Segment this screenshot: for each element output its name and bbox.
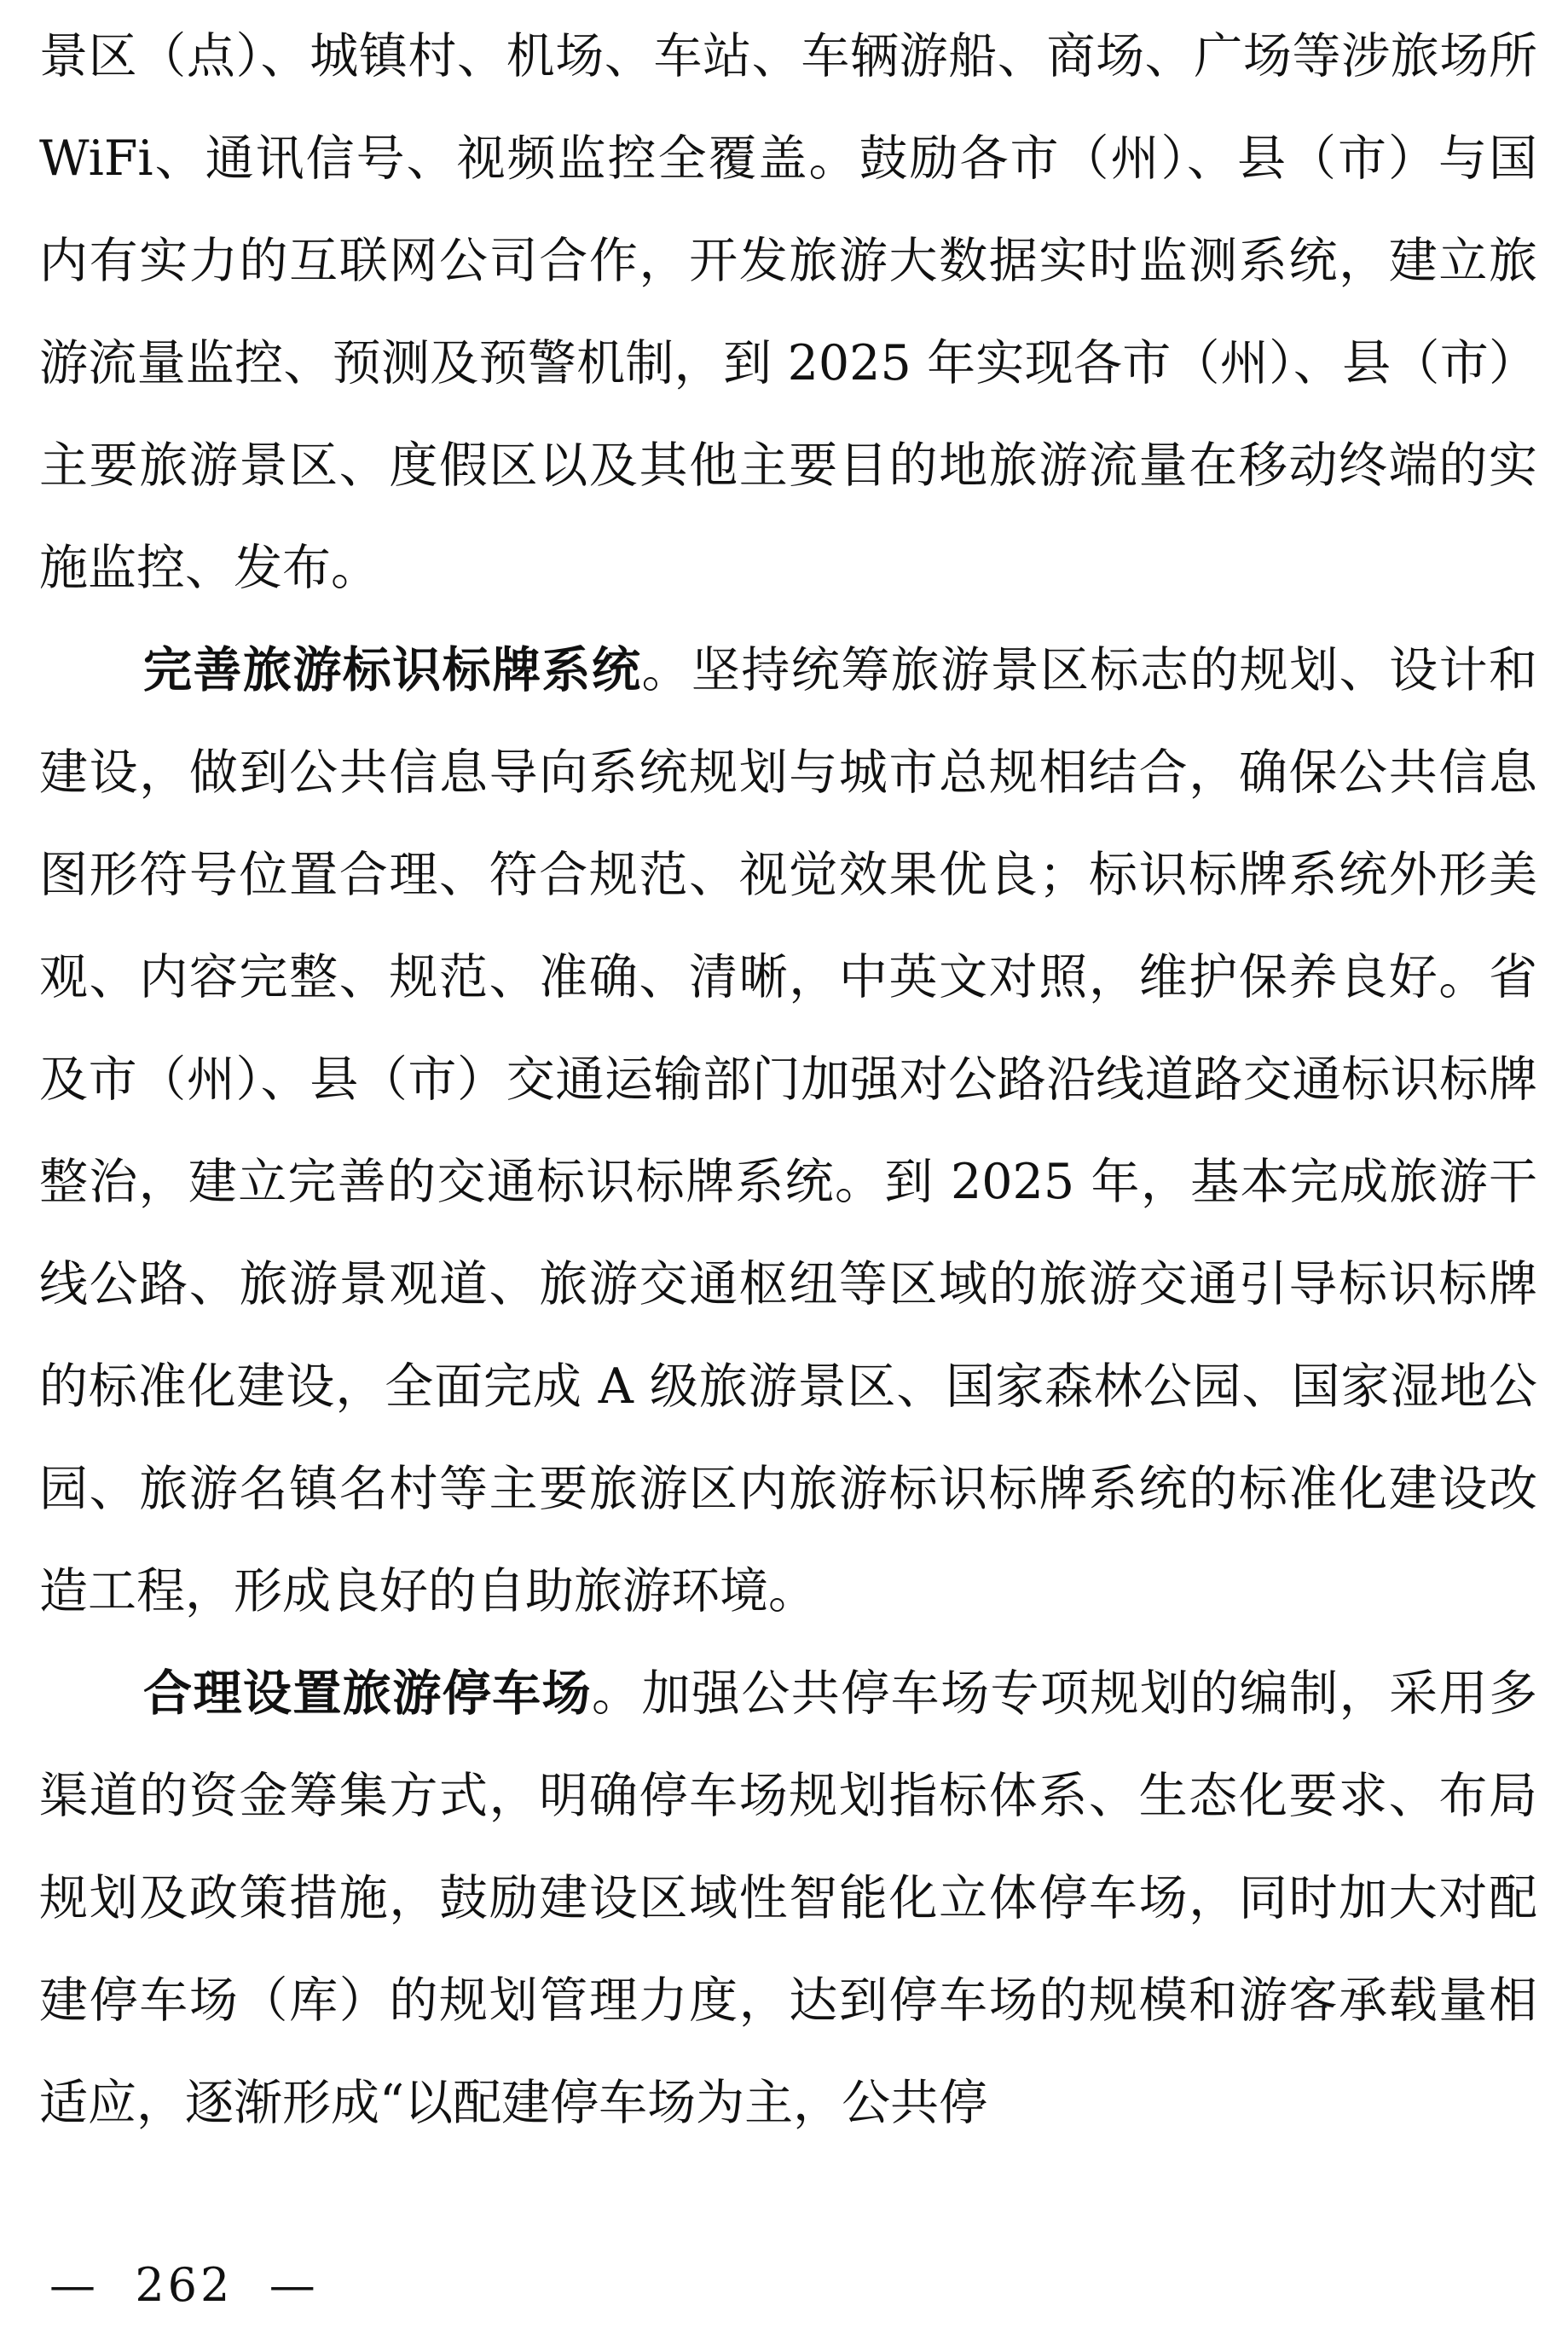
paragraph-text: 。坚持统筹旅游景区标志的规划、设计和建设，做到公共信息导向系统规划与城市总规相结合，确保公共信息图形符号位置合理、符合规范、视觉效果优良；标识标牌系统外形美观、内容完整、规范、准确、清晰，中英文对照，维护保养良好。省及市（州）、县（市）交通运输部门加强对公路沿线道路交通标识标牌整治，建立完善的交通标识标牌系统。到 2025 年，基本完成旅游干线公路、旅游景观道、旅游交通枢纽等区域的旅游交通引导标识标牌的标准化建设，全面完成 A 级旅游景区、国家森林公园、国家湿地公园、旅游名镇名村等主要旅游区内旅游标识标牌系统的标准化建设改造工程，形成良好的自助旅游环境。 [39, 642, 1538, 1619]
paragraph-text: 景区（点）、城镇村、机场、车站、车辆游船、商场、广场等涉旅场所 WiFi、通讯信号、视频监控全覆盖。鼓励各市（州）、县（市）与国内有实力的互联网公司合作，开发旅游大数据实时监测系统，建立旅游流量监控、预测及预警机制，到 2025 年实现各市（州）、县（市）主要旅游景区、度假区以及其他主要目的地旅游流量在移动终端的实施监控、发布。 [39, 28, 1537, 596]
paragraph-signage-system [39, 619, 1537, 1642]
page-number: — 262 — [49, 2258, 319, 2312]
paragraph-heading: 合理设置旅游停车场 [143, 1665, 592, 1722]
paragraph-heading: 完善旅游标识标牌系统 [143, 642, 642, 698]
paragraph-parking [39, 1642, 1537, 2154]
paragraph-smart-tourism-monitoring [39, 5, 1537, 619]
paragraph-text: 。加强公共停车场专项规划的编制，采用多渠道的资金筹集方式，明确停车场规划指标体系、生态化要求、布局规划及政策措施，鼓励建设区域性智能化立体停车场，同时加大对配建停车场（库）的规划管理力度，达到停车场的规模和游客承载量相适应，逐渐形成“以配建停车场为主，公共停 [39, 1665, 1537, 2131]
